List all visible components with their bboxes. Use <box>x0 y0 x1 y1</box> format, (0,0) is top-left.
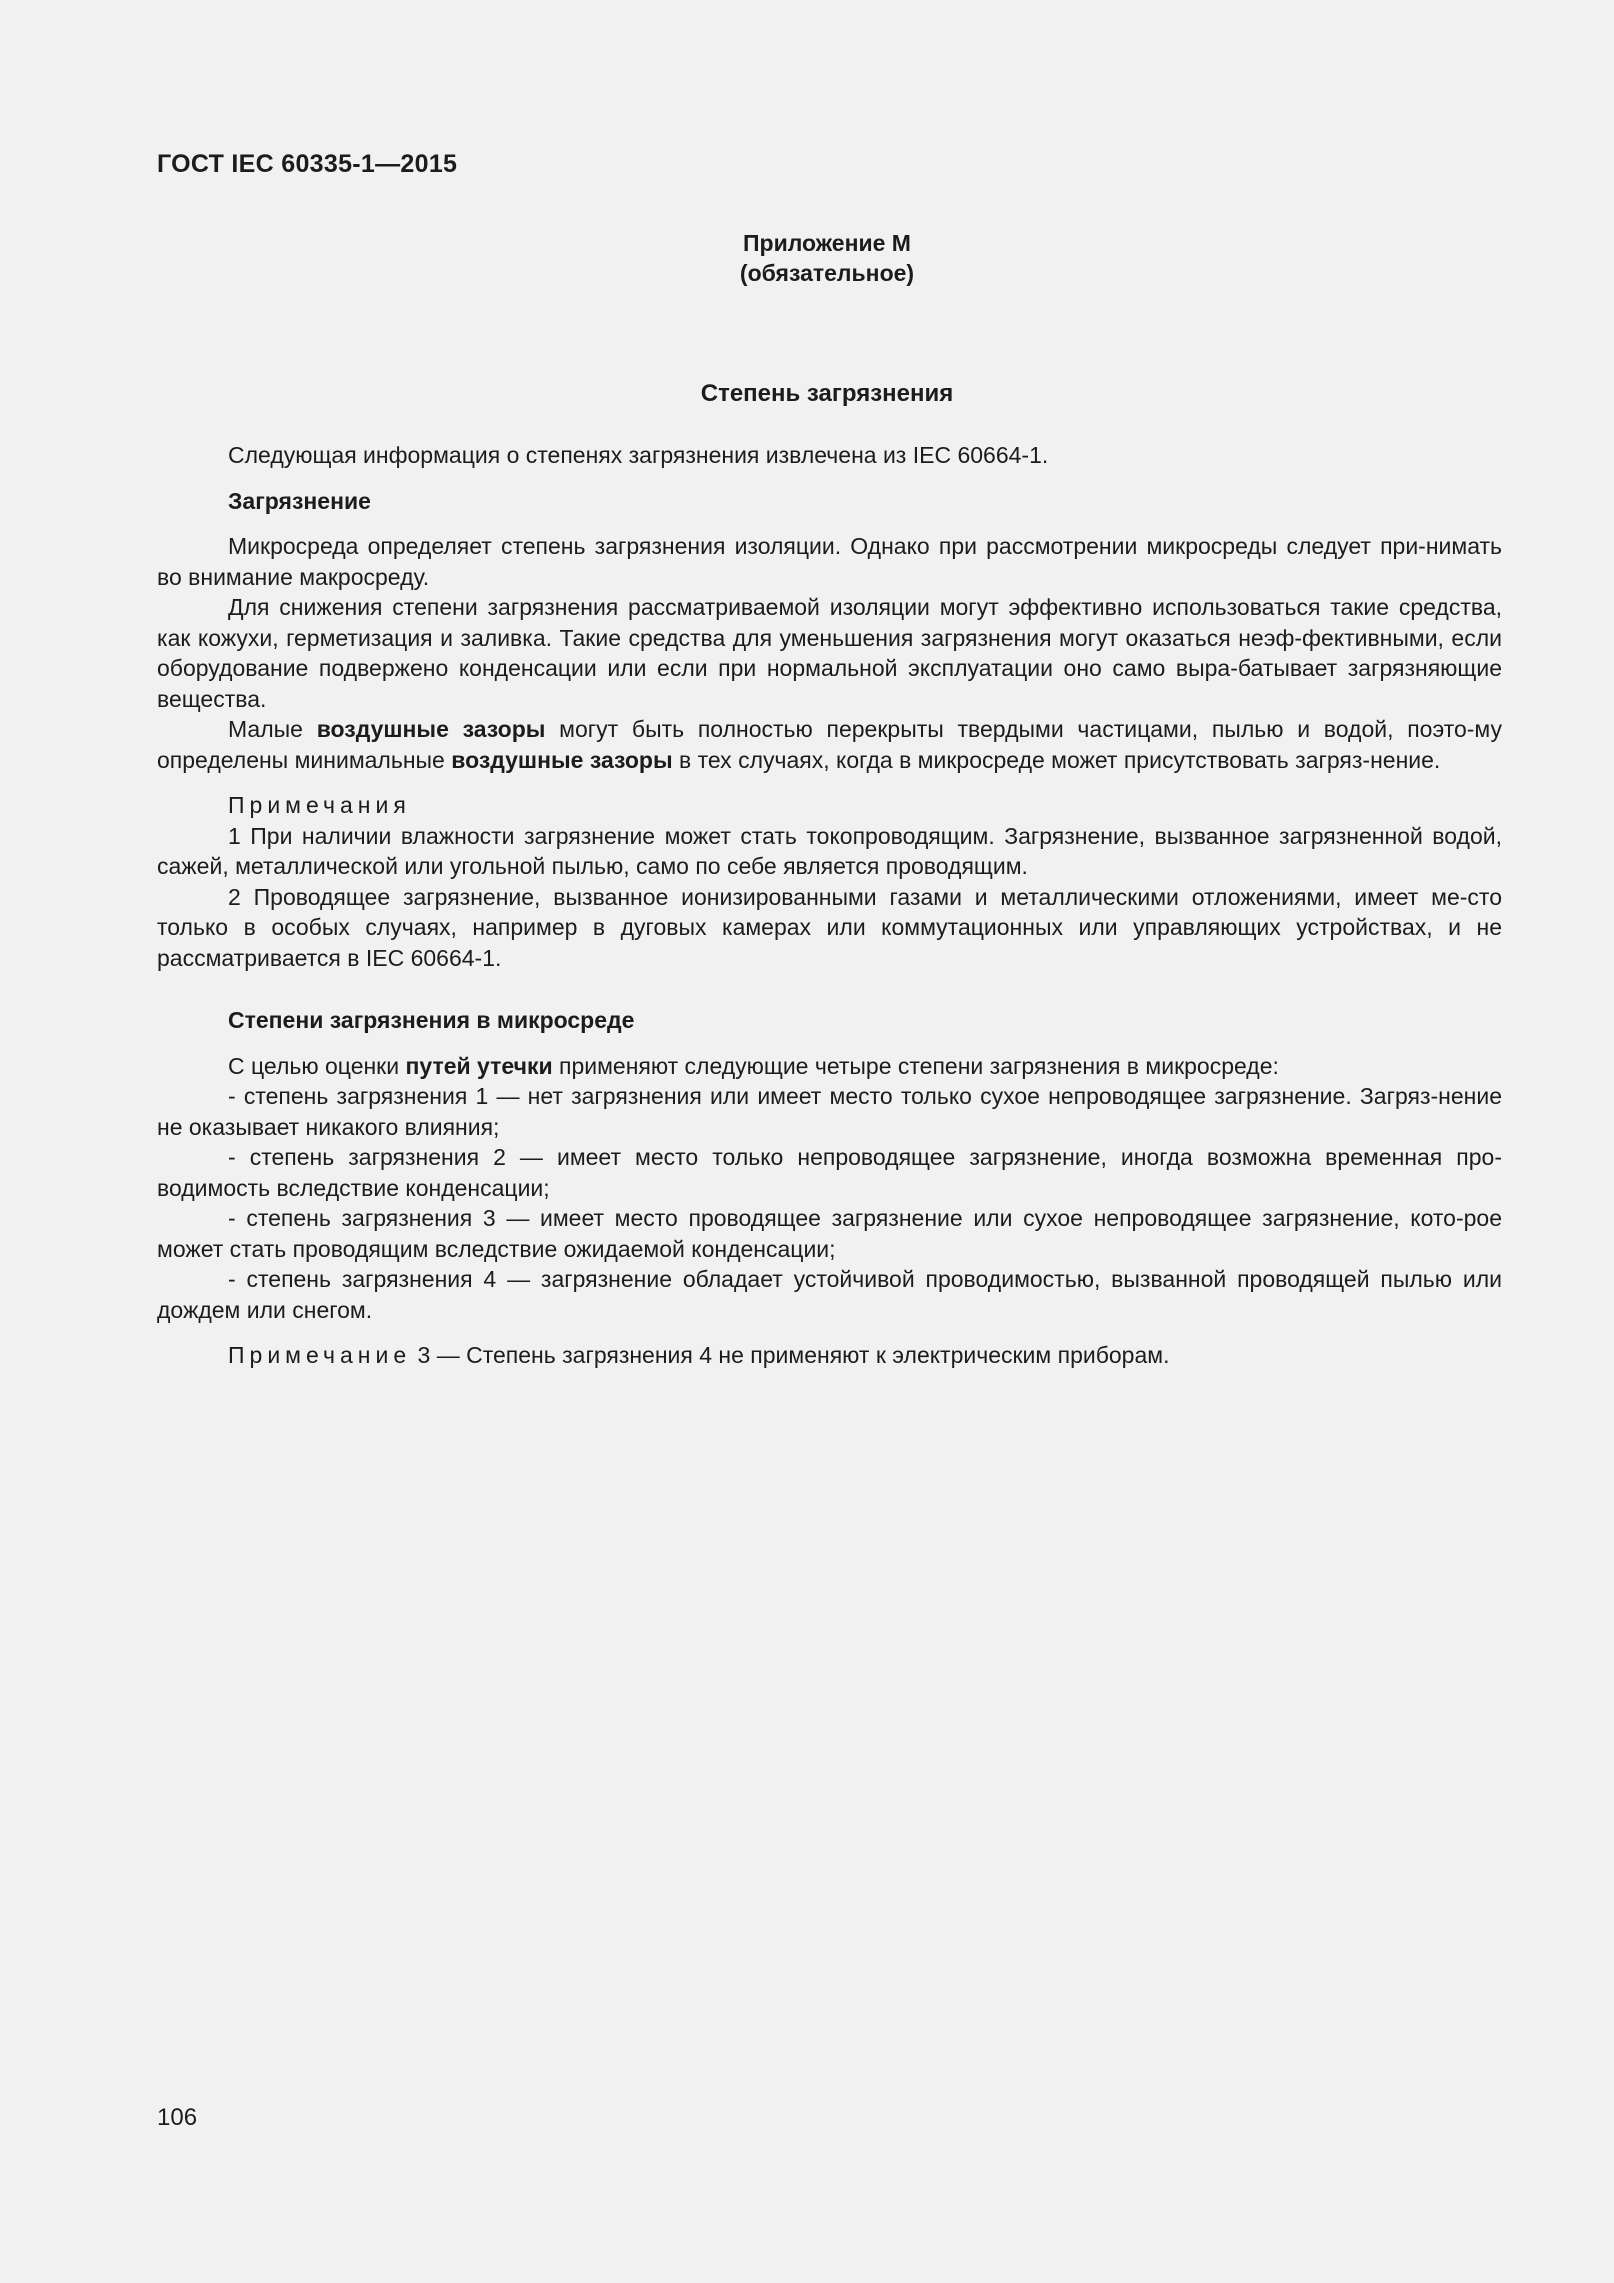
degree-item-4: - степень загрязнения 4 — загрязнение обладает устойчивой проводимостью, вызванной проводящей пылью или дождем или снегом. <box>157 1266 1502 1323</box>
page-number: 106 <box>157 2104 198 2131</box>
note-3-text: 3 — Степень загрязнения 4 не применяют к электрическим приборам. <box>411 1342 1170 1368</box>
note-1: 1 При наличии влажности загрязнение может стать токопроводящим. Загрязнение, вызванное загрязненной водой, сажей, металлической или угольной пылью, само по себе является проводящим. <box>157 822 1502 879</box>
appendix-status: (обязательное) <box>739 260 915 286</box>
degree-item-3: - степень загрязнения 3 — имеет место проводящее загрязнение или сухое непроводящее загрязнение, кото-рое может стать проводящим вследствие ожидаемой конденсации; <box>157 1205 1502 1262</box>
degrees-heading: Степени загрязнения в микросреде <box>228 1007 635 1033</box>
note-3-label: Примечание <box>228 1342 412 1368</box>
appendix-heading <box>0 228 1614 288</box>
paragraph-2: Для снижения степени загрязнения рассматриваемой изоляции могут эффективно использоваться такие средства, как кожухи, герметизация и заливка. Такие средства для уменьшения загрязнения могут оказаться неэф-фективными, если оборудование подвержено конденсации или если при нормальной эксплуатации оно само выра-батывает загрязняющие вещества. <box>157 594 1502 712</box>
appendix-title: Приложение М <box>743 230 911 256</box>
note-3 <box>157 1340 1502 1371</box>
term-clearances: воздушные зазоры <box>316 716 546 742</box>
degree-item-2: - степень загрязнения 2 — имеет место только непроводящее загрязнение, иногда возможна временная про-водимость вследствие конденсации; <box>157 1144 1502 1201</box>
intro-paragraph: Следующая информация о степенях загрязнения извлечена из IEC 60664-1. <box>228 442 1049 468</box>
document-body <box>157 440 1502 1371</box>
paragraph-1: Микросреда определяет степень загрязнения изоляции. Однако при рассмотрении микросреды следует при-нимать во внимание макросреду. <box>157 533 1502 590</box>
pollution-heading: Загрязнение <box>228 487 371 514</box>
notes-heading: Примечания <box>228 792 411 818</box>
degree-item-1: - степень загрязнения 1 — нет загрязнения или имеет место только сухое непроводящее загрязнение. Загряз-нение не оказывает никакого влияния; <box>157 1083 1502 1140</box>
degrees-intro: С целью оценки путей утечки применяют следующие четыре степени загрязнения в микросреде: <box>228 1052 1279 1079</box>
note-2: 2 Проводящее загрязнение, вызванное ионизированными газами и металлическими отложениями, имеет ме-сто только в особых случаях, например в дуговых камерах или коммутационных или управляющих устройствах, и не рассматривается в IEC 60664-1. <box>157 883 1502 971</box>
term-creepage: путей утечки <box>405 1052 553 1079</box>
document-id: ГОСТ IEC 60335-1—2015 <box>157 150 458 178</box>
term-clearances: воздушные зазоры <box>451 746 673 773</box>
section-title: Степень загрязнения <box>700 380 954 407</box>
paragraph-3: Малые воздушные зазоры могут быть полностью перекрыты твердыми частицами, пылью и водой, поэто-му определены минимальные воздушные зазоры в тех случаях, когда в микросреде может присутствовать загряз-нение. <box>157 716 1502 773</box>
